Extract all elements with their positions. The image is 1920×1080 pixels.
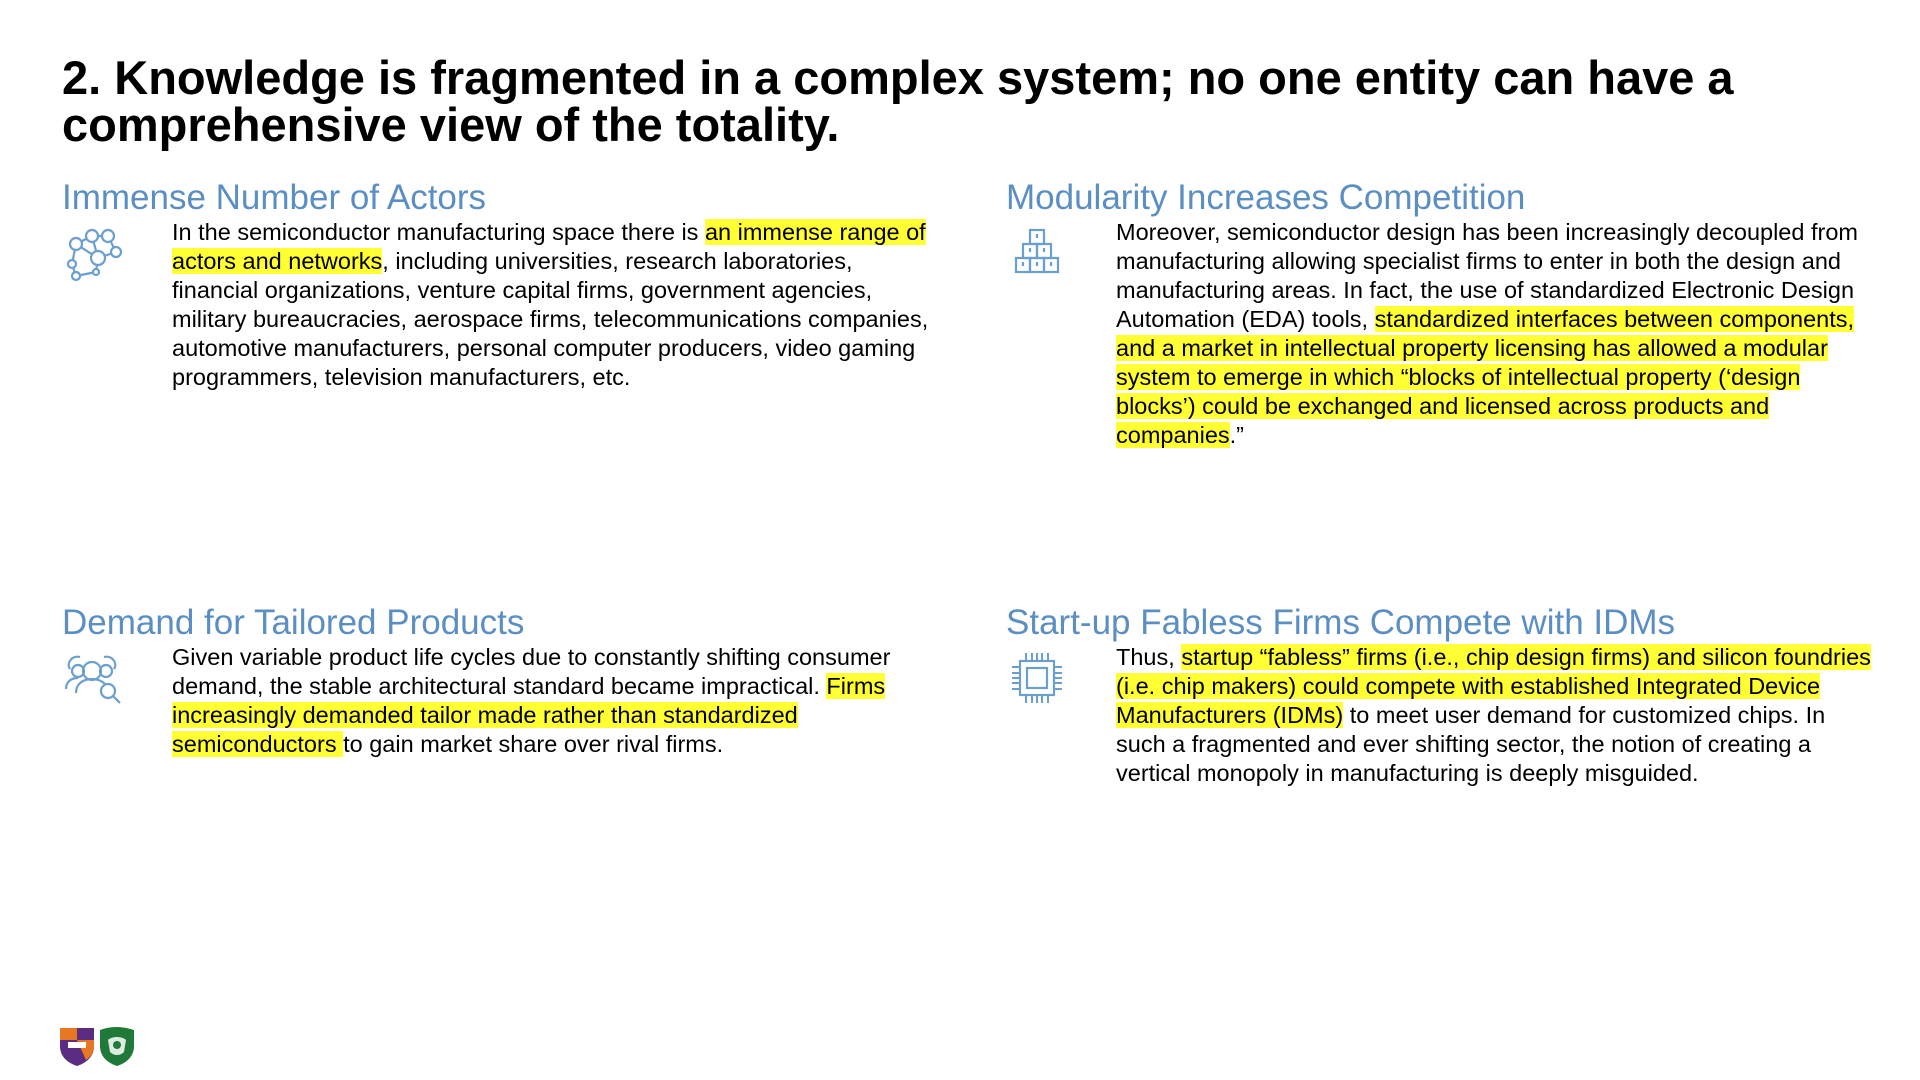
- highlighted-text: an immense range of actors and networks: [172, 219, 926, 274]
- highlighted-text: standardized interfaces between components, and a market in intellectual property licensing has allowed a modular system to emerge in which “blocks of intellectual property (‘design blocks’) could be exchanged and licensed across products and companies: [1116, 306, 1855, 448]
- body-text: .”: [1229, 422, 1245, 448]
- body-text: Given variable product life cycles due to constantly shifting consumer demand, the stable architectural standard became impractical.: [172, 644, 891, 699]
- section-heading: Start-up Fabless Firms Compete with IDMs: [1006, 603, 1676, 642]
- user-search-icon: [62, 647, 124, 709]
- section-immense-actors: [62, 178, 962, 438]
- highlighted-text: Firms increasingly demanded tailor made rather than standardized semiconductors: [172, 673, 886, 757]
- body-text: , including universities, research laboratories, financial organizations, venture capital firms, government agencies, military bureaucracies, aerospace firms, telecommunications companies, automotive manufacturers, personal computer producers, video gaming programmers, television manufacturers, etc.: [172, 248, 929, 390]
- body-text: to meet user demand for customized chips. In such a fragmented and ever shifting sector, the notion of creating a vertical monopoly in manufacturing is deeply misguided.: [1116, 702, 1826, 786]
- stacked-blocks-icon: [1006, 222, 1068, 284]
- shield-crest-logo: [60, 1028, 94, 1066]
- section-body: [172, 643, 932, 759]
- footer-logos: [58, 1024, 138, 1068]
- network-people-icon: [62, 222, 124, 284]
- section-heading: Demand for Tailored Products: [62, 603, 525, 642]
- section-modularity: [1006, 178, 1906, 478]
- section-body: [1116, 643, 1876, 788]
- section-fabless-firms: [1006, 603, 1906, 823]
- body-text: Moreover, semiconductor design has been increasingly decoupled from manufacturing allowing specialist firms to enter in both the design and manufacturing areas. In fact, the use of standardized Electronic Design Automation (EDA) tools,: [1116, 219, 1858, 332]
- chip-icon: [1006, 647, 1068, 709]
- section-heading: Immense Number of Actors: [62, 178, 487, 217]
- section-tailored-products: [62, 603, 962, 803]
- section-body: [172, 218, 932, 392]
- body-text: to gain market share over rival firms.: [343, 731, 724, 757]
- body-text: Thus,: [1116, 644, 1182, 670]
- section-heading: Modularity Increases Competition: [1006, 178, 1526, 217]
- slide-title: 2. Knowledge is fragmented in a complex system; no one entity can have a comprehensive view of the totality.: [62, 51, 1734, 151]
- section-body: [1116, 218, 1876, 450]
- highlighted-text: startup “fabless” firms (i.e., chip design firms) and silicon foundries (i.e. chip makers) could compete with established Integrated Device Manufacturers (IDMs): [1116, 644, 1871, 728]
- body-text: In the semiconductor manufacturing space there is: [172, 219, 705, 245]
- green-shield-logo: [100, 1027, 134, 1066]
